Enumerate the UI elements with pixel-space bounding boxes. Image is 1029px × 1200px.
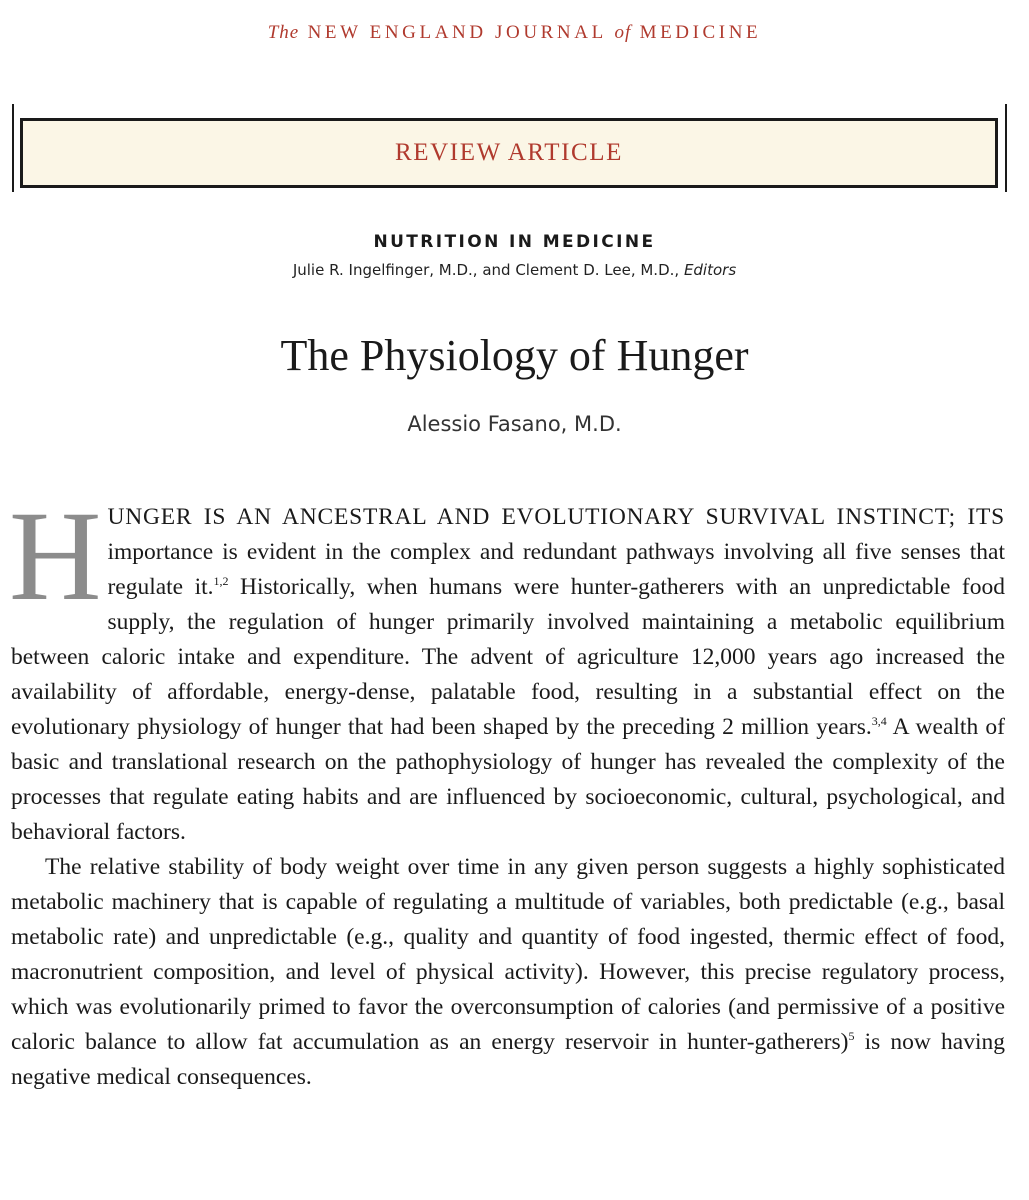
citation-ref[interactable]: 5	[848, 1029, 855, 1044]
series-editors	[0, 261, 1029, 279]
masthead-of: of	[614, 22, 632, 43]
editors-role: Editors	[683, 261, 737, 279]
journal-masthead	[0, 22, 1029, 44]
editors-names: Julie R. Ingelfinger, M.D., and Clement D. Lee, M.D.,	[292, 261, 684, 279]
masthead-the: The	[267, 22, 300, 43]
masthead-name-a: NEW ENGLAND JOURNAL	[307, 22, 607, 43]
frame-rule-left	[12, 104, 14, 192]
masthead-name-b: MEDICINE	[639, 22, 762, 43]
p1-text-c: A wealth of basic and translational research on the pathophysiology of hunger has revealed the complexity of the processes that regulate eating habits and are influenced by socioeconomic, cultural, psychological, and behavioral factors.	[11, 714, 1006, 845]
frame-rule-right	[1005, 104, 1007, 192]
p2-text-b: is now having negative medical consequences.	[11, 1029, 1005, 1090]
paragraph-1	[9, 485, 1006, 850]
article-body	[9, 485, 1006, 1095]
article-author: Alessio Fasano, M.D.	[407, 412, 622, 436]
p2-text-a: The relative stability of body weight over time in any given person suggests a highly sophisticated metabolic machinery that is capable of regulating a multitude of variables, both predictable (e.g., basal metabolic rate) and unpredictable (e.g., quality and quantity of food ingested, thermic effect of food, macronutrient composition, and level of physical activity). However, this precise regulatory process, which was evolutionarily primed to favor the overconsumption of calories (and permissive of a positive caloric balance to allow fat accumulation as an energy reservoir in hunter-gatherers)	[11, 854, 1005, 1055]
article-type-label: REVIEW ARTICLE	[394, 139, 624, 166]
p1-text-a: importance is evident in the complex and redundant pathways involving all five senses that regulate it.	[107, 539, 1005, 600]
article-type-banner	[20, 118, 998, 188]
paragraph-2	[11, 850, 1005, 1095]
citation-ref[interactable]: 1,2	[213, 574, 229, 589]
citation-ref[interactable]: 3,4	[871, 714, 887, 729]
lead-in-caps: UNGER IS AN ANCESTRAL AND EVOLUTIONARY SURVIVAL INSTINCT; ITS	[107, 504, 1005, 530]
p1-text-b: Historically, when humans were hunter-gatherers with an unpredictable food supply, the regulation of hunger primarily involved maintaining a metabolic equilibrium between caloric intake and expenditure. The advent of agriculture 12,000 years ago increased the availability of affordable, energy-dense, palatable food, resulting in a substantial effect on the evolutionary physiology of hunger that had been shaped by the preceding 2 million years.	[11, 574, 1006, 740]
series-title: NUTRITION IN MEDICINE	[373, 232, 656, 252]
drop-cap: H	[9, 485, 102, 627]
article-title: The Physiology of Hunger	[280, 331, 749, 380]
